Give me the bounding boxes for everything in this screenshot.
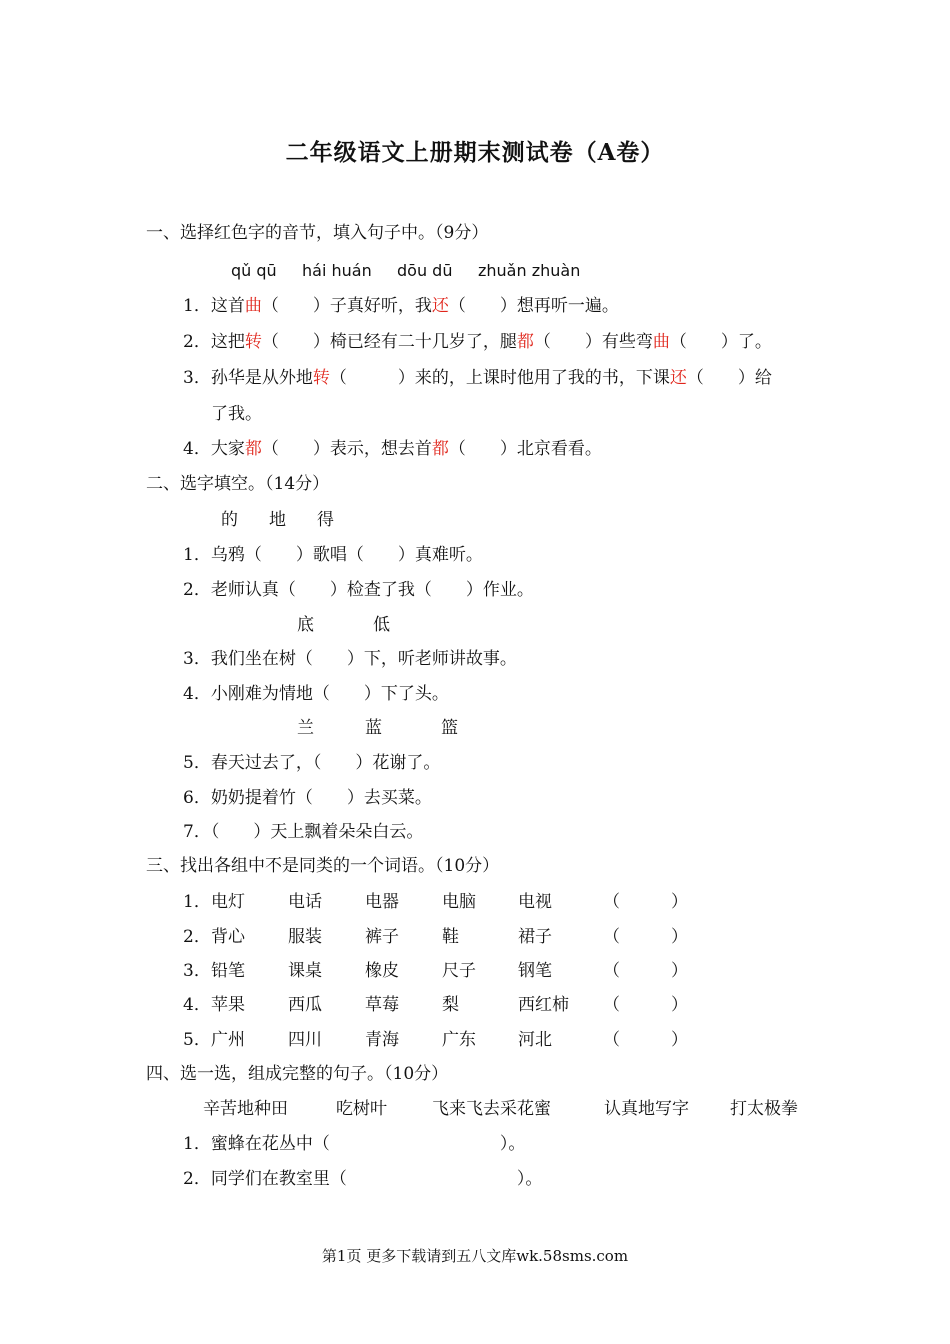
text: （ ）子真好听，我 — [261, 296, 432, 316]
question-1-3 — [183, 367, 772, 389]
answer-blank: （ ） — [603, 1030, 688, 1050]
phrase-option: 辛苦地种田 — [203, 1099, 288, 1119]
word-row — [183, 994, 703, 1016]
word: 尺子 — [442, 961, 476, 981]
word: 课桌 — [288, 961, 322, 981]
question-number: 1． — [183, 296, 211, 316]
word-row — [183, 960, 703, 982]
question-number: 1． — [183, 892, 211, 912]
word: 裙子 — [518, 927, 552, 947]
word: 电话 — [288, 892, 322, 912]
word: 橡皮 — [365, 961, 399, 981]
question-2-5: 5．春天过去了，（ ）花谢了。 — [183, 753, 441, 773]
word-row — [183, 926, 703, 948]
word: 电脑 — [442, 892, 476, 912]
word: 服装 — [288, 927, 322, 947]
question-4-2: 2．同学们在教室里（ ）。 — [183, 1169, 543, 1189]
red-char: 曲 — [652, 332, 670, 352]
pinyin-option: dōu dū — [397, 261, 453, 280]
question-2-7: 7．（ ）天上飘着朵朵白云。 — [183, 822, 424, 842]
word: 河北 — [518, 1030, 552, 1050]
text: （ ）来的，上课时他用了我的书，下课 — [329, 368, 670, 388]
word: 电视 — [518, 892, 552, 912]
choice-char: 兰 — [297, 718, 314, 738]
red-char: 都 — [431, 439, 449, 459]
section-1-heading: 一、选择红色字的音节，填入句子中。（9分） — [146, 223, 489, 243]
word: 背心 — [211, 927, 245, 947]
word: 铅笔 — [211, 961, 245, 981]
question-2-2: 2．老师认真（ ）检查了我（ ）作业。 — [183, 580, 534, 600]
question-number: 3． — [183, 368, 211, 388]
red-char: 还 — [669, 368, 687, 388]
text: 这首 — [210, 296, 245, 316]
question-number: 3． — [183, 961, 211, 981]
word: 电灯 — [211, 892, 245, 912]
question-1-4 — [183, 438, 602, 460]
choice-char: 的 — [221, 510, 238, 530]
red-char: 都 — [244, 439, 262, 459]
text: （ ）有些弯 — [533, 332, 653, 352]
word: 青海 — [365, 1030, 399, 1050]
question-4-1: 1．蜜蜂在花丛中（ ）。 — [183, 1134, 526, 1154]
phrase-option: 认真地写字 — [604, 1099, 689, 1119]
page-title: 二年级语文上册期末测试卷（A卷） — [285, 139, 665, 166]
word: 广东 — [442, 1030, 476, 1050]
red-char: 转 — [312, 368, 330, 388]
text: （ ）椅已经有二十几岁了，腿 — [261, 332, 517, 352]
word: 钢笔 — [518, 961, 552, 981]
question-2-3: 3．我们坐在树（ ）下，听老师讲故事。 — [183, 649, 517, 669]
red-char: 还 — [431, 296, 449, 316]
text: 大家 — [210, 439, 245, 459]
question-number: 4． — [183, 439, 211, 459]
section-4-heading: 四、选一选，组成完整的句子。（10分） — [146, 1064, 449, 1084]
question-1-2 — [183, 331, 772, 353]
word: 梨 — [442, 995, 459, 1015]
word: 西瓜 — [288, 995, 322, 1015]
pinyin-option: hái huán — [302, 261, 372, 280]
answer-blank: （ ） — [603, 961, 688, 981]
red-char: 都 — [516, 332, 534, 352]
text: （ ）了。 — [669, 332, 772, 352]
choice-char: 低 — [373, 615, 390, 635]
phrase-option: 打太极拳 — [730, 1099, 798, 1119]
word: 广州 — [211, 1030, 245, 1050]
text: （ ）北京看看。 — [448, 439, 602, 459]
text: 这把 — [210, 332, 245, 352]
text: 孙华是从外地 — [210, 368, 313, 388]
page-footer: 第1页 更多下载请到五八文库wk.58sms.com — [321, 1247, 629, 1265]
question-number: 2． — [183, 332, 211, 352]
choice-char: 地 — [269, 510, 286, 530]
choice-char: 得 — [317, 510, 334, 530]
red-char: 转 — [244, 332, 262, 352]
section-3-heading: 三、找出各组中不是同类的一个词语。（10分） — [146, 856, 500, 876]
pinyin-option: zhuǎn zhuàn — [478, 261, 581, 280]
word: 草莓 — [365, 995, 399, 1015]
answer-blank: （ ） — [603, 892, 688, 912]
answer-blank: （ ） — [603, 995, 688, 1015]
word-row — [183, 1029, 703, 1051]
word: 电器 — [365, 892, 399, 912]
question-1-3-continued: 了我。 — [211, 404, 262, 424]
question-2-1: 1．乌鸦（ ）歌唱（ ）真难听。 — [183, 545, 483, 565]
choice-char: 蓝 — [365, 718, 382, 738]
choice-char: 篮 — [441, 718, 458, 738]
question-number: 2． — [183, 927, 211, 947]
question-2-6: 6．奶奶提着竹（ ）去买菜。 — [183, 788, 432, 808]
word: 鞋 — [442, 927, 459, 947]
word: 苹果 — [211, 995, 245, 1015]
question-number: 4． — [183, 995, 211, 1015]
phrase-option: 飞来飞去采花蜜 — [432, 1099, 551, 1119]
word-row — [183, 891, 703, 913]
text: （ ）给 — [686, 368, 772, 388]
section-2-heading: 二、选字填空。（14分） — [146, 474, 330, 494]
red-char: 曲 — [244, 296, 262, 316]
question-1-1 — [183, 295, 619, 317]
word: 裤子 — [365, 927, 399, 947]
choice-char: 底 — [297, 615, 314, 635]
word: 西红柿 — [518, 995, 569, 1015]
phrase-option: 吃树叶 — [336, 1099, 387, 1119]
word: 四川 — [288, 1030, 322, 1050]
text: （ ）表示，想去首 — [261, 439, 432, 459]
text: （ ）想再听一遍。 — [448, 296, 619, 316]
pinyin-option: qǔ qū — [231, 261, 277, 280]
question-2-4: 4．小刚难为情地（ ）下了头。 — [183, 684, 449, 704]
answer-blank: （ ） — [603, 927, 688, 947]
question-number: 5． — [183, 1030, 211, 1050]
